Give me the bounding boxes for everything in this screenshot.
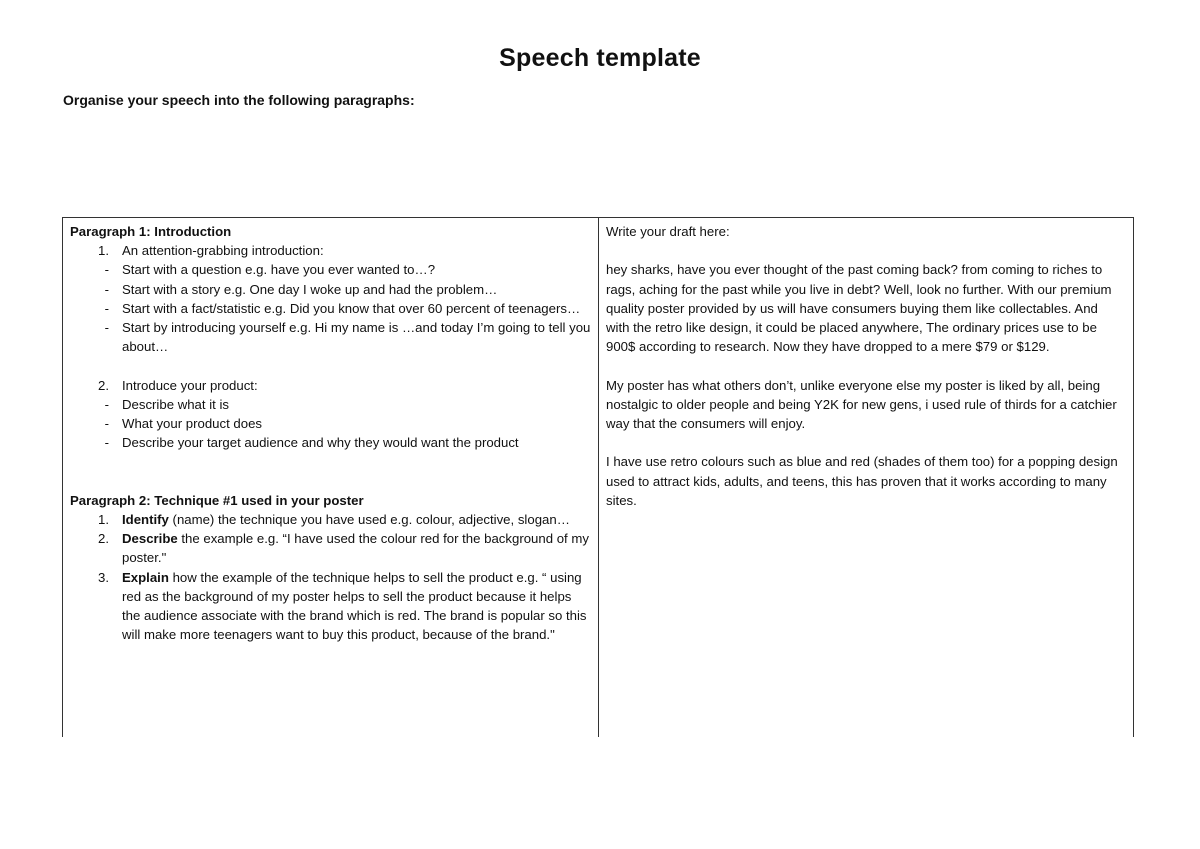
list-item-text xyxy=(122,568,592,645)
paragraph-2-list xyxy=(70,510,592,644)
paragraph-1-product-list xyxy=(70,376,592,453)
list-item-text xyxy=(122,529,592,567)
list-item-detail: the example e.g. “I have used the colour red for the background of my poster." xyxy=(122,531,589,566)
list-item xyxy=(70,568,592,645)
draft-paragraph-1: hey sharks, have you ever thought of the past coming back? from coming to riches to rags, aching for the past while you live in debt? Well, look no further. With our premium quality poster provided by us will have consumers buying them like collectables. And with the retro like design, it could be placed anywhere, The ordinary prices use to be 900$ according to research. Now they have dropped to a mere $79 or $129. xyxy=(606,262,1112,355)
list-marker: 2. xyxy=(98,531,109,547)
draft-label: Write your draft here: xyxy=(606,224,730,239)
list-marker: 1. xyxy=(98,512,109,527)
paragraph-1-list xyxy=(70,241,592,356)
draft-column[interactable] xyxy=(599,218,1133,737)
list-item xyxy=(70,414,592,433)
draft-paragraph-2: My poster has what others don’t, unlike everyone else my poster is liked by all, being nostalgic to older people and being Y2K for new gens, i used rule of thirds for a catchier way that the consumers will enjoy. xyxy=(606,377,1117,431)
list-item-text: What your product does xyxy=(122,416,263,432)
list-item xyxy=(70,318,592,356)
list-item-detail: (name) the technique you have used e.g. colour, adjective, slogan… xyxy=(168,512,570,527)
list-item xyxy=(70,260,592,279)
instructions-column xyxy=(63,218,599,737)
list-marker: - xyxy=(104,262,109,278)
page-subtitle: Organise your speech into the following paragraphs: xyxy=(63,92,415,108)
list-item xyxy=(70,376,592,395)
paragraph-2-heading: Paragraph 2: Technique #1 used in your poster xyxy=(70,492,364,508)
list-item-text: Start with a story e.g. One day I woke up and had the problem… xyxy=(122,281,498,297)
list-item-text: Start by introducing yourself e.g. Hi my name is …and today I’m going to tell you about… xyxy=(122,320,591,355)
spacer xyxy=(70,356,592,375)
list-item-text: Introduce your product: xyxy=(122,377,258,393)
speech-template-table xyxy=(62,217,1134,737)
list-marker: 1. xyxy=(98,243,109,259)
list-item-keyword: Identify xyxy=(122,512,169,527)
list-marker: - xyxy=(104,281,109,297)
list-item xyxy=(70,529,592,567)
list-item-text: Describe your target audience and why they would want the product xyxy=(122,435,519,451)
spacer xyxy=(606,433,1123,452)
list-marker: - xyxy=(104,416,109,432)
list-item xyxy=(70,510,592,529)
list-item-keyword: Explain xyxy=(122,569,169,585)
list-marker: 3. xyxy=(98,569,109,585)
list-item xyxy=(70,280,592,299)
list-item-text: An attention-grabbing introduction: xyxy=(122,243,324,259)
list-marker: - xyxy=(104,396,109,412)
spacer xyxy=(70,452,592,471)
paragraph-1-heading: Paragraph 1: Introduction xyxy=(70,224,232,239)
list-marker: - xyxy=(104,300,109,316)
list-item-text xyxy=(122,510,592,529)
list-item-detail: how the example of the technique helps to sell the product e.g. “ using red as the background of my poster helps to sell the product because it helps the audience associate with the brand which is red. The brand is popular so this will make more teenagers want to buy this product, because of the brand." xyxy=(122,569,587,643)
list-item-text: Describe what it is xyxy=(122,396,230,412)
list-item xyxy=(70,433,592,452)
list-item xyxy=(70,241,592,260)
list-marker: - xyxy=(104,320,109,336)
list-marker: - xyxy=(104,435,109,451)
list-item-text: Start with a fact/statistic e.g. Did you know that over 60 percent of teenagers… xyxy=(122,300,581,316)
list-item xyxy=(70,299,592,318)
spacer xyxy=(70,472,592,491)
list-marker: 2. xyxy=(98,377,109,393)
draft-paragraph-3: I have use retro colours such as blue and red (shades of them too) for a popping design used to attract kids, adults, and teens, this has proven that it works according to many sites. xyxy=(606,454,1118,508)
list-item-text: Start with a question e.g. have you ever wanted to…? xyxy=(122,262,436,278)
list-item-keyword: Describe xyxy=(122,531,178,547)
page-title: Speech template xyxy=(499,44,701,72)
list-item xyxy=(70,395,592,414)
spacer xyxy=(606,241,1123,260)
spacer xyxy=(606,356,1123,375)
